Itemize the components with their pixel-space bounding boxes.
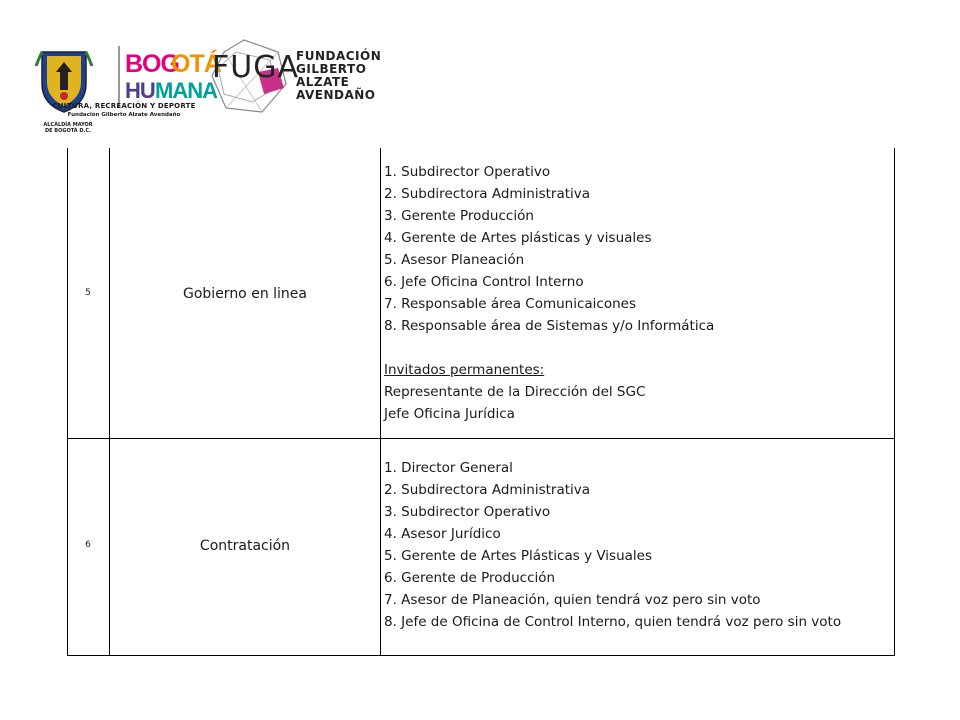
member-item: 4. Asesor Jurídico	[384, 526, 501, 542]
column-divider	[380, 148, 381, 655]
invited-heading: Invitados permanentes:	[384, 362, 545, 378]
committee-name: Contratación	[199, 538, 291, 554]
committees-table	[67, 148, 895, 656]
bogota-humana-logo	[125, 48, 221, 104]
svg-text:OTÁ: OTÁ	[171, 50, 221, 78]
svg-text:BOG: BOG	[125, 50, 179, 78]
column-divider	[109, 148, 110, 655]
invited-item: Representante de la Dirección del SGC	[384, 384, 646, 400]
member-item: 8. Jefe de Oficina de Control Interno, quien tendrá voz pero sin voto	[384, 614, 842, 630]
sector-label: CULTURA, RECREACIÓN Y DEPORTE	[52, 102, 196, 110]
fuga-wordmark: FUGA	[212, 50, 299, 85]
member-item: 8. Responsable área de Sistemas y/o Informática	[384, 318, 715, 334]
member-item: 5. Asesor Planeación	[384, 252, 525, 268]
member-item: 6. Gerente de Producción	[384, 570, 556, 586]
fuga-full-name: FUNDACIÓN GILBERTO ALZATE AVENDAÑO	[296, 49, 382, 102]
crest-caption: ALCALDÍA MAYOR DE BOGOTÁ D.C.	[43, 122, 93, 134]
svg-text:MANA: MANA	[155, 78, 217, 103]
committee-members	[384, 161, 884, 425]
row-number: 5	[85, 288, 91, 298]
entity-label: Fundación Gilberto Alzate Avendaño	[67, 112, 181, 118]
fuga-logo	[206, 38, 386, 128]
member-item: 4. Gerente de Artes plásticas y visuales	[384, 230, 652, 246]
committee-members	[384, 457, 884, 633]
member-item: 5. Gerente de Artes Plásticas y Visuales	[384, 548, 653, 564]
logo-divider	[118, 46, 120, 108]
member-item: 2. Subdirectora Administrativa	[384, 186, 591, 202]
member-item: 6. Jefe Oficina Control Interno	[384, 274, 584, 290]
member-item: 3. Gerente Producción	[384, 208, 534, 224]
member-item: 3. Subdirector Operativo	[384, 504, 551, 520]
invited-item: Jefe Oficina Jurídica	[384, 406, 515, 422]
committee-name: Gobierno en linea	[183, 286, 307, 302]
member-item: 1. Subdirector Operativo	[384, 164, 551, 180]
member-item: 2. Subdirectora Administrativa	[384, 482, 591, 498]
row-number: 6	[85, 540, 91, 550]
member-item: 7. Asesor de Planeación, quien tendrá voz pero sin voto	[384, 592, 761, 608]
member-item: 7. Responsable área Comunicaicones	[384, 296, 637, 312]
member-item: 1. Director General	[384, 460, 513, 476]
row-divider	[68, 438, 894, 439]
svg-text:HU: HU	[125, 78, 155, 103]
